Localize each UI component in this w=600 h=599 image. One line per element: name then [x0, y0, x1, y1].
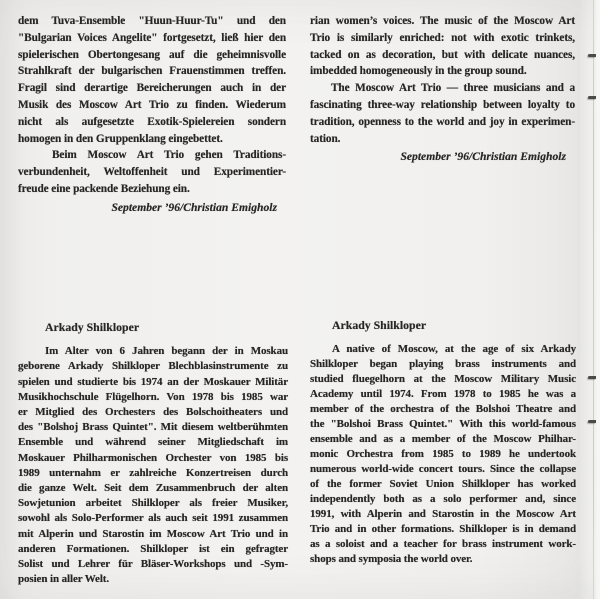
text-line: numerous world-wide concert tours. Since the collapse [310, 463, 576, 475]
text-line: A native of Moscow, at the age of six Arkady [332, 343, 576, 355]
text-line: Beim Moscow Art Trio gehen Traditions- [52, 149, 286, 162]
english-review-column [310, 13, 575, 166]
text-line: verbundenheit, Weltoffenheit und Experimentier- [18, 166, 286, 179]
text-line: "Bulgarian Voices Angelite" fortgesetzt, ließ hier den [18, 31, 286, 44]
text-line: nicht als aufgesetzte Exotik-Spielereien sondern [18, 115, 286, 128]
page-outer-strip [594, 0, 600, 599]
paragraph-slot [18, 13, 286, 198]
text-line: homogen in den Gruppenklang eingebettet. [18, 132, 223, 145]
text-line: 1991, with Alperin and Starostin in the Moscow Art [310, 508, 576, 520]
attribution-english-review: September ’96/Christian Emigholz [400, 150, 566, 164]
text-line: Musik des Moscow Art Trio zu finden. Wiederum [18, 98, 286, 111]
german-review-column [18, 13, 286, 217]
german-bio-heading: Arkady Shilkloper [45, 320, 140, 334]
text-line: fascinating three-way relationship between loyalty to [310, 98, 575, 111]
text-line: Solist und Lehrer für Bläser-Workshops und -Sym- [18, 558, 288, 571]
german-bio-column [18, 320, 288, 587]
text-line: Shilkloper began playing brass instruments and [310, 358, 576, 370]
text-line: member of the orchestra of the Bolshoi Theatre and [310, 403, 576, 415]
text-line: tation. [310, 132, 341, 145]
text-line: Sowjetunion arbeitet Shilkloper als freier Musiker, [18, 497, 288, 510]
text-line: 1989 unternahm er zahlreiche Konzertreisen durch [18, 466, 288, 479]
text-line: Strahlkraft der bulgarischen Frauenstimmen treffen. [18, 65, 286, 78]
english-bio-heading: Arkady Shilkloper [332, 318, 427, 332]
text-line: Academy until 1974. From 1978 to 1985 he was a [310, 388, 576, 400]
text-line: The Moscow Art Trio — three musicians and a [331, 82, 575, 95]
text-line: er Mitglied des Orchesters des Bolschoitheaters und [18, 406, 288, 419]
text-line: tacked on as decoration, but with delicate nuances, [310, 48, 575, 61]
text-line: shops and symposia the world over. [310, 553, 473, 565]
text-line: anderen Formationen. Shilkloper ist ein gefragter [18, 542, 288, 555]
text-line: posien in aller Welt. [18, 573, 110, 586]
text-line: Ensemble und während seiner Mitgliedschaft im [18, 436, 288, 449]
text-line: die ganze Welt. Seit dem Zusammenbruch der alten [18, 482, 288, 495]
text-line: as a soloist and a teacher for brass instrument work- [310, 538, 576, 550]
staple-mark [588, 54, 596, 57]
text-line: ensemble and as a member of the Moscow Philhar- [310, 433, 576, 445]
paragraph-slot [18, 344, 288, 587]
text-line: imbedded homogeneously in the group sound. [310, 65, 527, 78]
text-line: sowohl als Solo-Performer als auch seit 1991 zusammen [18, 512, 288, 525]
text-line: spielerischen Obertongesang auf die geheimnisvolle [18, 48, 286, 61]
text-line: tradition, openness to the world and joy in experimen- [310, 115, 575, 128]
text-line: Fragil sind derartige Bereicherungen auch in der [18, 82, 286, 95]
text-line: dem Tuva-Ensemble "Huun-Huur-Tu" und den [18, 15, 286, 27]
text-line: spielen und studierte bis 1974 an der Moskauer Militär [18, 375, 288, 388]
text-line: studied fluegelhorn at the Moscow Military Music [310, 373, 576, 385]
text-line: independently both as a solo performer and, since [310, 493, 576, 505]
english-bio-column [310, 318, 576, 567]
text-line: rian women’s voices. The music of the Moscow Art [310, 15, 575, 27]
text-line: mit Alperin und Starostin im Moscow Art Trio und in [18, 527, 288, 540]
staple-mark [588, 376, 596, 379]
text-line: Moskauer Philharmonischen Orchester von 1985 bis [18, 451, 288, 464]
text-line: Musikhochschule Flügelhorn. Von 1978 bis 1985 war [18, 390, 288, 403]
attribution-german-review: September ’96/Christian Emigholz [111, 200, 277, 214]
text-line: des "Bolshoj Brass Quintet". Mit diesem weltberühmten [18, 421, 288, 434]
staple-mark [588, 420, 596, 423]
text-line: Im Alter von 6 Jahren begann der in Moskau [45, 345, 288, 358]
text-line: the "Bolshoi Brass Quintet." With this world-famous [310, 418, 576, 430]
paragraph-slot [310, 13, 575, 147]
text-line: Trio is similarly enriched: not with exotic trinkets, [310, 31, 575, 44]
staple-mark [588, 96, 596, 99]
text-line: geborene Arkady Shilkloper Blechblasinstrumente zu [18, 360, 288, 373]
text-line: of the former Soviet Union Shilkloper has worked [310, 478, 576, 490]
text-line: freude eine packende Beziehung ein. [18, 182, 190, 195]
text-line: monic Orchestra from 1985 to 1989 he undertook [310, 448, 576, 460]
text-line: Trio and in other formations. Shilkloper is in demand [310, 523, 576, 535]
paragraph-slot [310, 342, 576, 567]
